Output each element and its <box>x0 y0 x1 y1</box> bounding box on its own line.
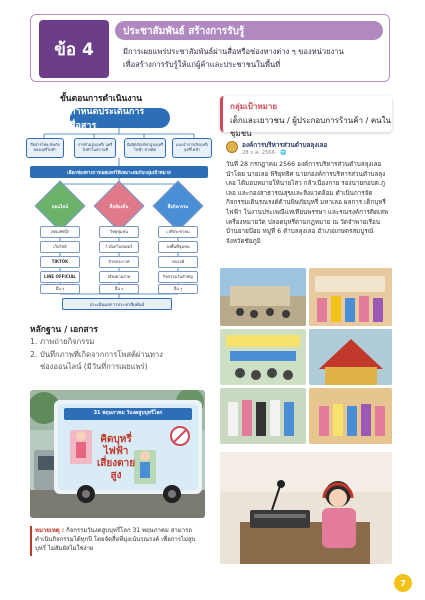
photo-caption <box>30 526 206 554</box>
channel-item: กิจกรรมวันสำคัญ <box>158 271 198 283</box>
section-badge: ข้อ 4 <box>39 20 109 78</box>
target-group-text: เด็กและเยาวชน / ผู้ประกอบการร้านค้า / คนในชุมชน <box>230 116 392 138</box>
evidence-item: 1. ภาพถ่ายกิจกรรม <box>30 337 95 346</box>
activity-photo <box>220 329 306 385</box>
activity-photo <box>309 388 392 444</box>
target-group-title: กลุ่มเป้าหมาย <box>230 102 278 111</box>
channel-item: วิทยุชุมชน <box>99 226 139 238</box>
section-subtitle <box>123 45 383 71</box>
banner-main-text: คิดบุหรี่ไฟฟ้าเสี่ยงตายสูง <box>96 434 136 481</box>
page-number: 7 <box>394 574 412 592</box>
activity-photo-grid <box>220 268 392 444</box>
section-title: ประชาสัมพันธ์ สร้างการรับรู้ <box>115 21 383 40</box>
post-author[interactable]: องค์การบริหารส่วนตำบลลุงเลอ <box>242 141 328 149</box>
activity-photo <box>220 388 306 444</box>
section-header <box>30 14 390 82</box>
channel-item: LINE OFFICIAL <box>40 271 80 283</box>
channel-item: เสียงตามสาย <box>99 271 139 283</box>
subtitle-line-1: มีการเผยแพร่ประชาสัมพันธ์ผ่านสื่อหรือช่องทางต่าง ๆ ของหน่วยงาน <box>123 47 344 56</box>
activity-photo <box>220 268 306 326</box>
channel-item: ลงพื้นที่ชุมชน <box>158 241 198 253</box>
channel-label-activity: สื่อกิจกรรม <box>167 205 189 210</box>
steps-title: ขั้นตอนการดำเนินงาน <box>60 94 143 104</box>
caption-tag: หมายเหตุ : <box>35 527 65 534</box>
activity-photo <box>309 329 392 385</box>
activity-photo <box>309 268 392 326</box>
flowchart <box>22 108 212 316</box>
post-date: 28 ก.ค. 2566 · 🌐 <box>242 150 287 156</box>
campaign-van-photo <box>30 390 205 518</box>
evidence-item: ช่องออนไลน์ (มีวันที่การเผยแพร่) <box>40 362 148 371</box>
flow-channel-select: เลือกช่องทางการเผยแพร่ให้เหมาะสมกับกลุ่มเป้าหมาย <box>30 166 208 178</box>
channel-label-online: ออนไลน์ <box>51 205 69 210</box>
evidence-item: 2. บันทึกภาพที่เกิดจากการโพสต์ผ่านทาง <box>30 349 163 359</box>
org-avatar <box>226 141 238 153</box>
flow-topic-box: มีผลิตภัณฑ์ยาสูบ/บุหรี่ไฟฟ้า ขายผิด <box>124 138 166 158</box>
radio-broadcast-illustration <box>220 452 392 564</box>
post-body: วันที่ 28 กรกฎาคม 2566 องค์การบริหารส่วนตำบลลุงเลอ นำโดย นายเลอ พิริยุทธิศ นายกองค์การบริหารส่วนตำบลลุงเลอ ได้มอบหมายให้นายไสว กล้าเนื่องกาย รองนายกอบต.ภูเลอ และกองสาธารณสุขและสิ่งแวดล้อม ดำเนินการจัดกิจกรรมเดินรณรงค์ต้านพิษภัยบุหรี่ มหาเลอ ผลการ เด็กบุหรี่ไฟฟ้า ในงานประเพณีแห่เทียนพรรษา และรณรงค์การติดเสพเครื่องหมายวัด ปลอดบุหรี่ตามกฎหมาย ณ วัดจำพายเรือน บ้านยายป้อม หมู่ที่ 6 ตำบลลุงเลอ อำเภอเกษตรสมบูรณ์ จังหวัดชัยภูมิ <box>226 161 389 245</box>
flow-topic-box: สื่อสารโทษ-พิษภัย ของบุหรี่ไฟฟ้า <box>26 138 64 158</box>
target-group-card <box>220 96 392 138</box>
channel-item: ป้ายประกาศ <box>99 256 139 268</box>
channel-item: อื่น ๆ <box>158 284 198 294</box>
channel-item: เพจเฟซบุ๊ก <box>40 226 80 238</box>
channel-item: รณรงค์ <box>158 256 198 268</box>
flow-topic-box: แนะนำการเลิกบุหรี่/ บุหรี่ไฟฟ้า <box>172 138 212 158</box>
channel-item: เว็บไซต์ <box>40 241 80 253</box>
flow-evaluate: ประเมินผลการประชาสัมพันธ์ <box>62 298 172 310</box>
channel-item: เวทีประชาคม <box>158 226 198 238</box>
channel-item: ไวนิล/โปสเตอร์ <box>99 241 139 253</box>
flow-topic-box: การห้ามสูบบุหรี่/ บุหรี่ไฟฟ้าในสถานที่ <box>74 138 116 158</box>
facebook-post <box>220 138 392 260</box>
channel-item: อื่น ๆ <box>40 284 80 294</box>
channel-label-local: สื่อท้องถิ่น <box>109 205 129 210</box>
subtitle-line-2: เพื่อสร้างการรับรู้ให้แก่ผู้ค้าและประชาชนในพื้นที่ <box>123 60 281 69</box>
evidence-title: หลักฐาน / เอกสาร <box>30 325 98 335</box>
evidence-list <box>30 336 205 374</box>
banner-sub-text: 31 พฤษภาคม วันงดสูบบุหรี่โลก <box>93 410 163 416</box>
channel-item: อื่น ๆ <box>99 284 139 294</box>
flow-top-pill: กำหนดประเด็นการสื่อสาร <box>70 108 170 128</box>
channel-item: TIKTOK <box>40 256 80 268</box>
caption-text: กิจกรรมวันงดสูบบุหรี่โลก 31 พฤษภาคม สามารถดำเนินกิจกรรมได้ทุกปี โดยจัดสื่อที่มุ่งเน้นรณรงค์ เพื่อการไม่สูบบุหรี่ ไม่สัมผัสไม่ใช่ง่าย <box>35 527 196 553</box>
radio-broadcast-photo <box>220 452 392 564</box>
